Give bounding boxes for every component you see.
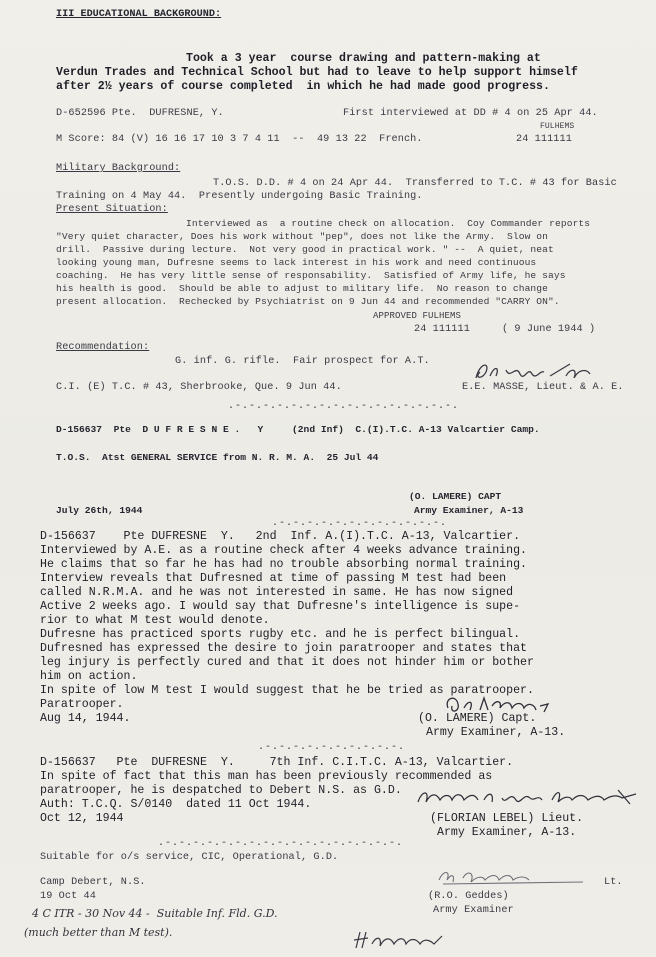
- rec3-line-12: In spite of low M test I would suggest that he be tried as paratrooper.: [40, 684, 534, 697]
- rec3-line-3: He claims that so far he has had no trouble absorbing normal training.: [40, 558, 528, 571]
- rec4-line-4: Auth: T.C.Q. S/0140 dated 11 Oct 1944.: [40, 798, 312, 811]
- rec5-signature: [433, 864, 593, 888]
- section-title: III EDUCATIONAL BACKGROUND:: [56, 9, 222, 20]
- rec5-hand-note-2: (much better than M test).: [24, 926, 173, 939]
- rec1-present-heading: Present Situation:: [56, 204, 168, 215]
- rec4-sig-title: Army Examiner, A-13.: [437, 826, 577, 839]
- rec1-present-line-3: drill. Passive during lecture. Not very good in practical work. " -- A quiet, neat: [56, 244, 554, 255]
- intro-line-3: after 2½ years of course completed in which he had made good progress.: [56, 80, 550, 93]
- rec1-location: C.I. (E) T.C. # 43, Sherbrooke, Que. 9 Jun 44.: [56, 382, 342, 393]
- rec3-line-13: Paratrooper.: [40, 698, 124, 711]
- separator-1: .-.-.-.-.-.-.-.-.-.-.-.-.-.-.-.-.: [228, 401, 460, 412]
- rec1-present-line-5: coaching. He has very little sense of responsability. Satisfied of Army life, he says: [56, 270, 566, 281]
- rec1-present-line-6: his health is good. Should be able to adjust to military life. No reason to change: [56, 283, 549, 294]
- rec4-line-3: paratrooper, he is despatched to Debert N.S. as G.D.: [40, 784, 402, 797]
- rec3-line-4: Interview reveals that Dufresned at time of passing M test had been: [40, 572, 507, 585]
- rec3-signature: [440, 692, 570, 718]
- rec5-sig-title: Army Examiner: [433, 905, 514, 916]
- rec5-date: 19 Oct 44: [40, 891, 96, 902]
- rec4-line-1: D-156637 Pte DUFRESNE Y. 7th Inf. C.I.T.C. A-13, Valcartier.: [40, 756, 514, 769]
- rec1-approved: APPROVED FULHEMS: [373, 311, 462, 321]
- rec4-line-2: In spite of fact that this man has been previously recommended as: [40, 770, 493, 783]
- rec1-present-line-7: present allocation. Rechecked by Psychiatrist on 9 Jun 44 and recommended "CARRY ON".: [56, 296, 560, 307]
- rec1-military-line-1: T.O.S. D.D. # 4 on 24 Apr 44. Transferred to T.C. # 43 for Basic: [213, 178, 617, 189]
- rec5-rank: Lt.: [604, 877, 623, 888]
- rec5-suitable: Suitable for o/s service, CIC, Operational, G.D.: [40, 852, 339, 863]
- rec1-id-line: D-652596 Pte. DUFRESNE, Y.: [56, 108, 224, 119]
- rec5-sig-name: (R.O. Geddes): [428, 891, 509, 902]
- rec1-approved-code: 24 111111: [414, 324, 470, 335]
- rec5-hand-note-1: 4 C ITR - 30 Nov 44 - Suitable Inf. Fld. G.D.: [32, 907, 278, 920]
- rec3-sig-title: Army Examiner, A-13.: [426, 726, 566, 739]
- rec1-present-line-4: looking young man, Dufresne seems to lack interest in his work and need continuous: [56, 257, 537, 268]
- rec3-line-14: Aug 14, 1944.: [40, 712, 131, 725]
- rec1-rec-heading: Recommendation:: [56, 342, 150, 353]
- rec4-line-5: Oct 12, 1944: [40, 812, 124, 825]
- bottom-signature: [350, 928, 450, 954]
- rec3-line-9: Dufresned has expressed the desire to join paratrooper and states that: [40, 642, 528, 655]
- rec1-military-line-2: Training on 4 May 44. Presently undergoing Basic Training.: [56, 191, 423, 202]
- rec3-line-6: Active 2 weeks ago. I would say that Dufresne's intelligence is supe-: [40, 600, 521, 613]
- rec3-line-10: leg injury is perfectly cured and that it does not hinder him or bother: [40, 656, 534, 669]
- rec1-present-line-2: "Very quiet character, Does his work without "pep", does not like the Army. Slow on: [56, 231, 549, 242]
- rec3-sig-name: (O. LAMERE) Capt.: [418, 712, 537, 725]
- separator-2: .-.-.-.-.-.-.-.-.-.-.-.-.: [272, 518, 448, 529]
- intro-line-1: Took a 3 year course drawing and pattern-making at: [186, 52, 541, 65]
- rec3-line-7: rior to what M test would denote.: [40, 614, 270, 627]
- rec4-signature: [412, 784, 648, 810]
- rec3-line-5: called N.R.M.A. and he was not interested in same. He has now signed: [40, 586, 514, 599]
- rec5-camp: Camp Debert, N.S.: [40, 877, 146, 888]
- rec3-line-11: him on action.: [40, 670, 138, 683]
- rec2-examiner-2: Army Examiner, A-13: [414, 505, 524, 516]
- intro-line-2: Verdun Trades and Technical School but had to leave to help support himself: [56, 66, 578, 79]
- rec2-date: July 26th, 1944: [56, 505, 143, 516]
- rec1-approved-date: ( 9 June 1944 ): [502, 324, 596, 335]
- rec1-present-line-1: Interviewed as a routine check on allocation. Coy Commander reports: [186, 218, 591, 229]
- rec1-signature: [470, 358, 600, 386]
- rec3-line-2: Interviewed by A.E. as a routine check after 4 weeks advance training.: [40, 544, 528, 557]
- rec2-line-2: T.O.S. Atst GENERAL SERVICE from N. R. M. A. 25 Jul 44: [56, 452, 379, 463]
- rec1-fulhems-code: 24 111111: [516, 134, 572, 145]
- rec1-signer: E.E. MASSE, Lieut. & A. E.: [462, 382, 624, 393]
- rec3-line-8: Dufresne has practiced sports rugby etc. and he is perfect bilingual.: [40, 628, 521, 641]
- rec1-military-heading: Military Background:: [56, 163, 181, 174]
- separator-4: .-.-.-.-.-.-.-.-.-.-.-.-.-.-.-.-.-.: [158, 838, 404, 849]
- rec1-mscore: M Score: 84 (V) 16 16 17 10 3 7 4 11 -- 49 13 22 French.: [56, 134, 423, 145]
- rec2-examiner-1: (O. LAMERE) CAPT: [409, 491, 502, 502]
- rec2-line-1: D-156637 Pte D U F R E S N E . Y (2nd Inf) C.(I).T.C. A-13 Valcartier Camp.: [56, 424, 540, 435]
- rec1-rec-text: G. inf. G. rifle. Fair prospect for A.T.: [175, 356, 430, 367]
- rec3-line-1: D-156637 Pte DUFRESNE Y. 2nd Inf. A.(I).T.C. A-13, Valcartier.: [40, 530, 521, 543]
- rec1-fulhems-label: FULHEMS: [540, 122, 575, 131]
- separator-3: .-.-.-.-.-.-.-.-.-.-.: [258, 742, 406, 753]
- rec4-sig-name: (FLORIAN LEBEL) Lieut.: [430, 812, 584, 825]
- rec1-interview-line: First interviewed at DD # 4 on 25 Apr 44.: [343, 108, 598, 119]
